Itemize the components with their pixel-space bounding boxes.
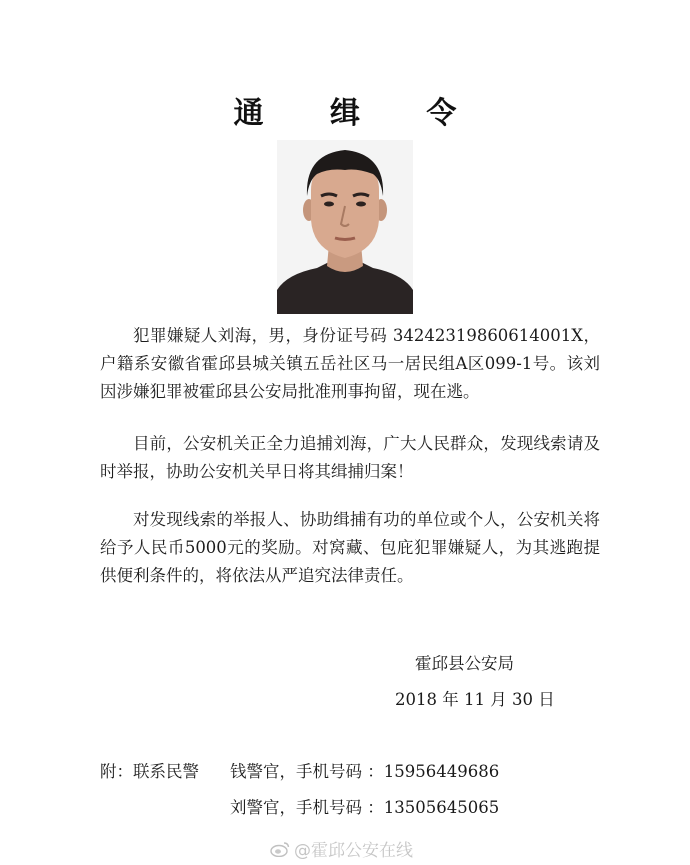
signature-organization: 霍邱县公安局 bbox=[415, 654, 514, 673]
paragraph-text: 目前，公安机关正全力追捕刘海，广大人民群众，发现线索请及时举报，协助公安机关早日将其缉捕归案！ bbox=[100, 434, 600, 481]
watermark-text: @霍邱公安在线 bbox=[294, 841, 413, 861]
paragraph-identity bbox=[100, 322, 600, 406]
watermark bbox=[270, 836, 413, 861]
contact-item: 刘警官，手机号码 ：13505645065 bbox=[230, 798, 500, 817]
weibo-logo-icon bbox=[270, 841, 290, 857]
paragraph-pursuit bbox=[100, 430, 600, 486]
paragraph-reward bbox=[100, 506, 600, 590]
signature-date: 2018 年 11 月 30 日 bbox=[395, 690, 555, 709]
contacts-label: 附：联系民警 bbox=[100, 762, 199, 781]
suspect-photo-icon bbox=[277, 140, 413, 314]
contact-item: 钱警官，手机号码 ：15956449686 bbox=[230, 762, 500, 781]
paragraph-text: 犯罪嫌疑人刘海，男，身份证号码 34242319860614001X，户籍系安徽省霍邱县城关镇五岳社区马一居民组A区099-1号。该刘因涉嫌犯罪被霍邱县公安局批准刑事拘留，现在逃。 bbox=[100, 326, 600, 401]
suspect-photo bbox=[277, 140, 413, 314]
paragraph-text: 对发现线索的举报人、协助缉捕有功的单位或个人，公安机关将给予人民币5000元的奖励。对窝藏、包庇犯罪嫌疑人，为其逃跑提供便利条件的，将依法从严追究法律责任。 bbox=[100, 510, 600, 585]
notice-title: 通 缉 令 bbox=[233, 96, 485, 131]
